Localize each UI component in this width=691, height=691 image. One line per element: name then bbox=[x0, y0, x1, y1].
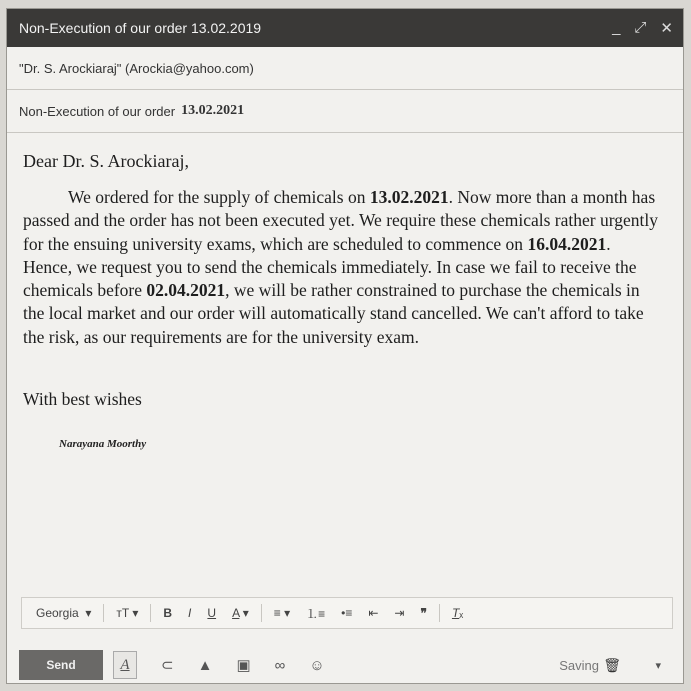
attach-icon[interactable]: ⊂ bbox=[161, 657, 174, 674]
bottom-toolbar bbox=[7, 645, 683, 684]
formatting-options-icon[interactable]: A bbox=[113, 651, 137, 679]
link-icon[interactable]: ∞ bbox=[274, 656, 286, 674]
signature: Narayana Moorthy bbox=[59, 438, 147, 451]
quote-icon[interactable]: ❞ bbox=[420, 606, 427, 620]
font-size-icon[interactable]: ᴛT ▾ bbox=[116, 606, 139, 620]
recipient: "Dr. S. Arockiaraj" (Arockia@yahoo.com) bbox=[19, 60, 254, 76]
drive-icon[interactable]: ▲ bbox=[197, 656, 213, 674]
title-bar bbox=[7, 9, 683, 47]
font-select[interactable]: Georgia ▾ bbox=[36, 606, 92, 620]
italic-icon[interactable]: I bbox=[188, 606, 192, 620]
emoji-icon[interactable]: ☺ bbox=[309, 656, 325, 674]
bold-icon[interactable]: B bbox=[163, 606, 173, 620]
numbered-list-icon[interactable]: ⒈≡ bbox=[306, 606, 326, 621]
indent-more-icon[interactable]: ⇥ bbox=[394, 606, 405, 620]
order-date: 13.02.2021 bbox=[369, 187, 449, 207]
indent-less-icon[interactable]: ⇤ bbox=[368, 606, 379, 620]
closing: With best wishes bbox=[23, 389, 142, 410]
text-color-icon[interactable]: A ▾ bbox=[232, 606, 249, 620]
remove-formatting-icon[interactable]: Tₓ bbox=[451, 606, 464, 620]
formatting-toolbar bbox=[21, 597, 673, 629]
send-button[interactable]: Send bbox=[19, 650, 103, 680]
para-part-2: . Now more than a month has passed and the order has not been executed yet. We require these chemicals rather urgently for the ensuing university exams, which are scheduled to commence on bbox=[23, 187, 658, 254]
para-part-4: , we will be rather constrained to purchase the chemicals in the local market and our order will automatically stand cancelled. We can't afford to take the risk, as our requirements are for the university exam. bbox=[23, 280, 644, 347]
letter-paragraph bbox=[23, 186, 663, 349]
minimize-icon[interactable]: _ bbox=[612, 19, 621, 36]
para-part-3: . Hence, we request you to send the chemicals immediately. In case we fail to receive the chemicals before bbox=[23, 233, 637, 301]
compose-window bbox=[6, 8, 684, 684]
deadline-date: 02.04.2021 bbox=[146, 280, 226, 301]
window-title: Non-Execution of our order 13.02.2019 bbox=[19, 20, 262, 36]
trash-icon[interactable]: 🗑 bbox=[603, 656, 621, 673]
align-icon[interactable]: ≡ ▾ bbox=[273, 606, 291, 620]
to-field[interactable] bbox=[7, 47, 683, 90]
subject-text: Non-Execution of our order bbox=[19, 103, 176, 119]
save-status: Saving bbox=[559, 657, 599, 673]
font-name: Georgia bbox=[36, 606, 79, 620]
para-part-1: We ordered for the supply of chemicals on bbox=[68, 187, 370, 207]
more-options-icon[interactable]: ▾ bbox=[655, 659, 661, 672]
subject-date: 13.02.2021 bbox=[181, 103, 245, 118]
subject-field[interactable] bbox=[7, 90, 683, 133]
close-icon[interactable]: ✕ bbox=[660, 20, 673, 37]
expand-icon[interactable]: ⤢ bbox=[634, 19, 647, 36]
greeting: Dear Dr. S. Arockiaraj, bbox=[23, 151, 189, 171]
underline-icon[interactable]: U bbox=[207, 606, 217, 620]
photo-icon[interactable]: ▣ bbox=[236, 657, 251, 674]
message-body[interactable] bbox=[7, 133, 683, 450]
exam-date: 16.04.2021 bbox=[527, 233, 607, 254]
bulleted-list-icon[interactable]: •≡ bbox=[341, 606, 353, 620]
